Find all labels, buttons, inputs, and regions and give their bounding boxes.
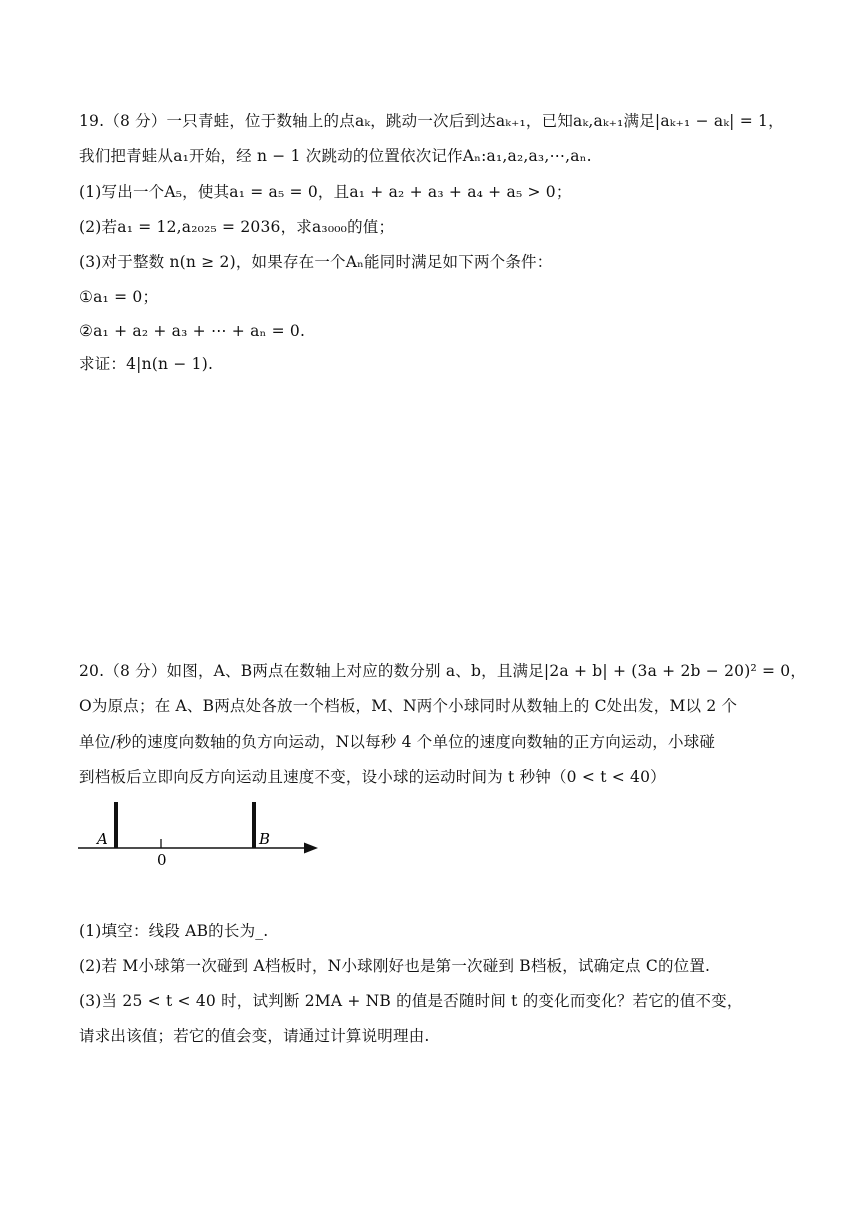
q19-part-3: (3)对于整数 n(n ≥ 2)，如果存在一个Aₙ能同时满足如下两个条件：	[79, 253, 553, 271]
label-b: B	[259, 830, 271, 848]
q20-line-3: 单位/秒的速度向数轴的负方向运动，N以每秒 4 个单位的速度向数轴的正方向运动，小球碰	[79, 733, 716, 751]
label-zero: 0	[157, 851, 167, 868]
q20-part-1: (1)填空：线段 AB的长为_.	[79, 922, 269, 940]
q19-line-1: 19.（8 分）一只青蛙，位于数轴上的点aₖ，跳动一次后到达aₖ₊₁，已知aₖ,aₖ₊₁满足|aₖ₊₁ − aₖ| = 1，	[79, 112, 784, 130]
q20-part-3-cont: 请求出该值；若它的值会变，请通过计算说明理由.	[79, 1027, 430, 1045]
q20-part-3: (3)当 25 < t < 40 时，试判断 2MA + NB 的值是否随时间 t 的变化而变化？若它的值不变，	[79, 992, 743, 1010]
label-a: A	[97, 830, 108, 848]
board-b	[252, 802, 256, 848]
q19-part-1: (1)写出一个A₅，使其a₁ = a₅ = 0，且a₁ + a₂ + a₃ + a₄ + a₅ > 0；	[79, 183, 572, 201]
board-a	[114, 802, 118, 848]
axis-arrow	[304, 843, 318, 854]
q19-line-2: 我们把青蛙从a₁开始，经 n − 1 次跳动的位置依次记作Aₙ:a₁,a₂,a₃,⋯,aₙ.	[79, 147, 592, 165]
q20-part-2: (2)若 M小球第一次碰到 A档板时，N小球刚好也是第一次碰到 B档板，试确定点 C的位置.	[79, 957, 711, 975]
q20-line-4: 到档板后立即向反方向运动且速度不变，设小球的运动时间为 t 秒钟（0 < t < 40）	[79, 768, 666, 786]
q19-condition-1: ①a₁ = 0；	[79, 288, 159, 306]
q20-line-2: O为原点；在 A、B两点处各放一个档板，M、N两个小球同时从数轴上的 C处出发，M以 2 个	[79, 697, 738, 715]
number-line-diagram	[70, 798, 330, 868]
number-line-figure	[70, 798, 330, 868]
q19-proof-statement: 求证：4|n(n − 1).	[79, 355, 214, 373]
q19-condition-2: ②a₁ + a₂ + a₃ + ⋯ + aₙ = 0.	[79, 322, 306, 340]
q20-line-1: 20.（8 分）如图，A、B两点在数轴上对应的数分别 a、b，且满足|2a + b| + (3a + 2b − 20)² = 0，	[79, 662, 807, 680]
q19-part-2: (2)若a₁ = 12,a₂₀₂₅ = 2036，求a₃₀₀₀的值；	[79, 218, 395, 236]
